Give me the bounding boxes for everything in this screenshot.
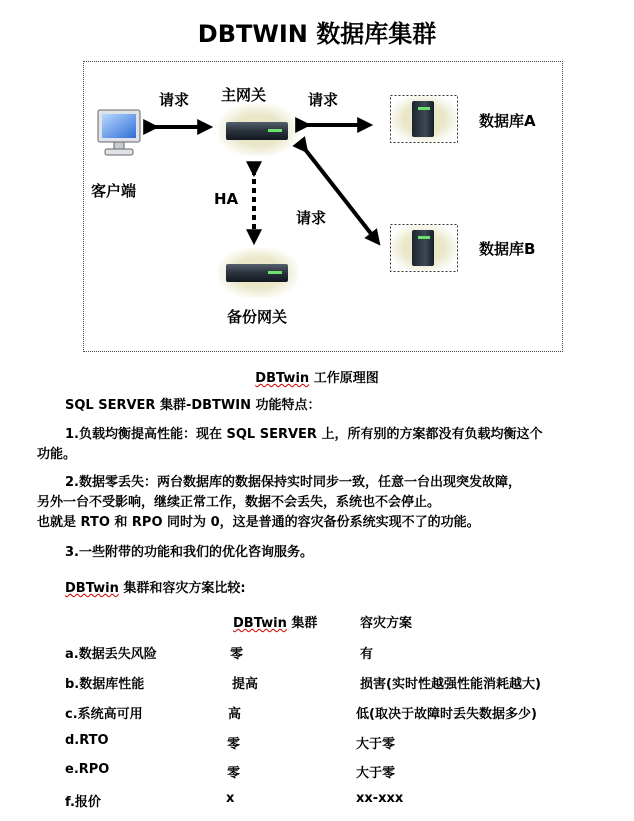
table-row-item: d.RTO (65, 733, 109, 748)
table-header-dr: 容灾方案 (360, 616, 413, 631)
feature-1-line-2: 功能。 (37, 447, 77, 462)
backup-gateway-label: 备份网关 (227, 308, 288, 326)
table-row-dr: 大于零 (356, 766, 396, 781)
table-row-dbtwin: 提高 (232, 677, 259, 692)
table-header-dbtwin: DBTwin 集群 (233, 616, 318, 631)
table-row-item: c.系统高可用 (65, 707, 143, 722)
table-row-item: b.数据库性能 (65, 677, 145, 692)
architecture-diagram (83, 61, 563, 352)
database-a-label: 数据库A (479, 112, 536, 130)
comparison-heading: DBTwin 集群和容灾方案比较: (65, 581, 246, 596)
page-title: DBTWIN 数据库集群 (197, 20, 437, 48)
main-gateway-label: 主网关 (221, 86, 267, 104)
table-row-dr: xx-xxx (356, 791, 404, 806)
table-row-dbtwin: x (226, 791, 235, 806)
table-row-dbtwin: 高 (228, 707, 242, 722)
table-row-item: e.RPO (65, 762, 110, 777)
table-row-dr: 有 (360, 647, 374, 662)
feature-3: 3.一些附带的功能和我们的优化咨询服务。 (65, 545, 313, 560)
table-row-dbtwin: 零 (227, 737, 241, 752)
diagram-caption: DBTwin 工作原理图 (255, 371, 379, 386)
ha-label: HA (214, 190, 239, 208)
features-heading: SQL SERVER 集群-DBTWIN 功能特点： (65, 398, 321, 413)
request-label-1: 请求 (159, 91, 190, 109)
table-row-dbtwin: 零 (230, 647, 244, 662)
table-row-dbtwin: 零 (227, 766, 241, 781)
feature-2-line-2: 另外一台不受影响，继续正常工作，数据不会丢失，系统也不会停止。 (37, 495, 441, 510)
database-b-label: 数据库B (479, 240, 536, 258)
table-row-dr: 低(取决于故障时丢失数据多少) (356, 707, 537, 722)
feature-2-line-3: 也就是 RTO 和 RPO 同时为 0，这是普通的容灾备份系统实现不了的功能。 (37, 515, 480, 530)
table-row-item: f.报价 (65, 795, 101, 810)
table-row-dr: 损害(实时性越强性能消耗越大) (360, 677, 541, 692)
feature-1-line-1: 1.负载均衡提高性能：现在 SQL SERVER 上，所有别的方案都没有负载均衡这个 (65, 427, 543, 442)
request-label-2: 请求 (308, 91, 339, 109)
table-row-dr: 大于零 (356, 737, 396, 752)
table-row-item: a.数据丢失风险 (65, 647, 157, 662)
request-label-3: 请求 (296, 209, 327, 227)
feature-2-line-1: 2.数据零丢失：两台数据库的数据保持实时同步一致，任意一台出现突发故障， (65, 475, 521, 490)
client-label: 客户端 (91, 182, 137, 200)
